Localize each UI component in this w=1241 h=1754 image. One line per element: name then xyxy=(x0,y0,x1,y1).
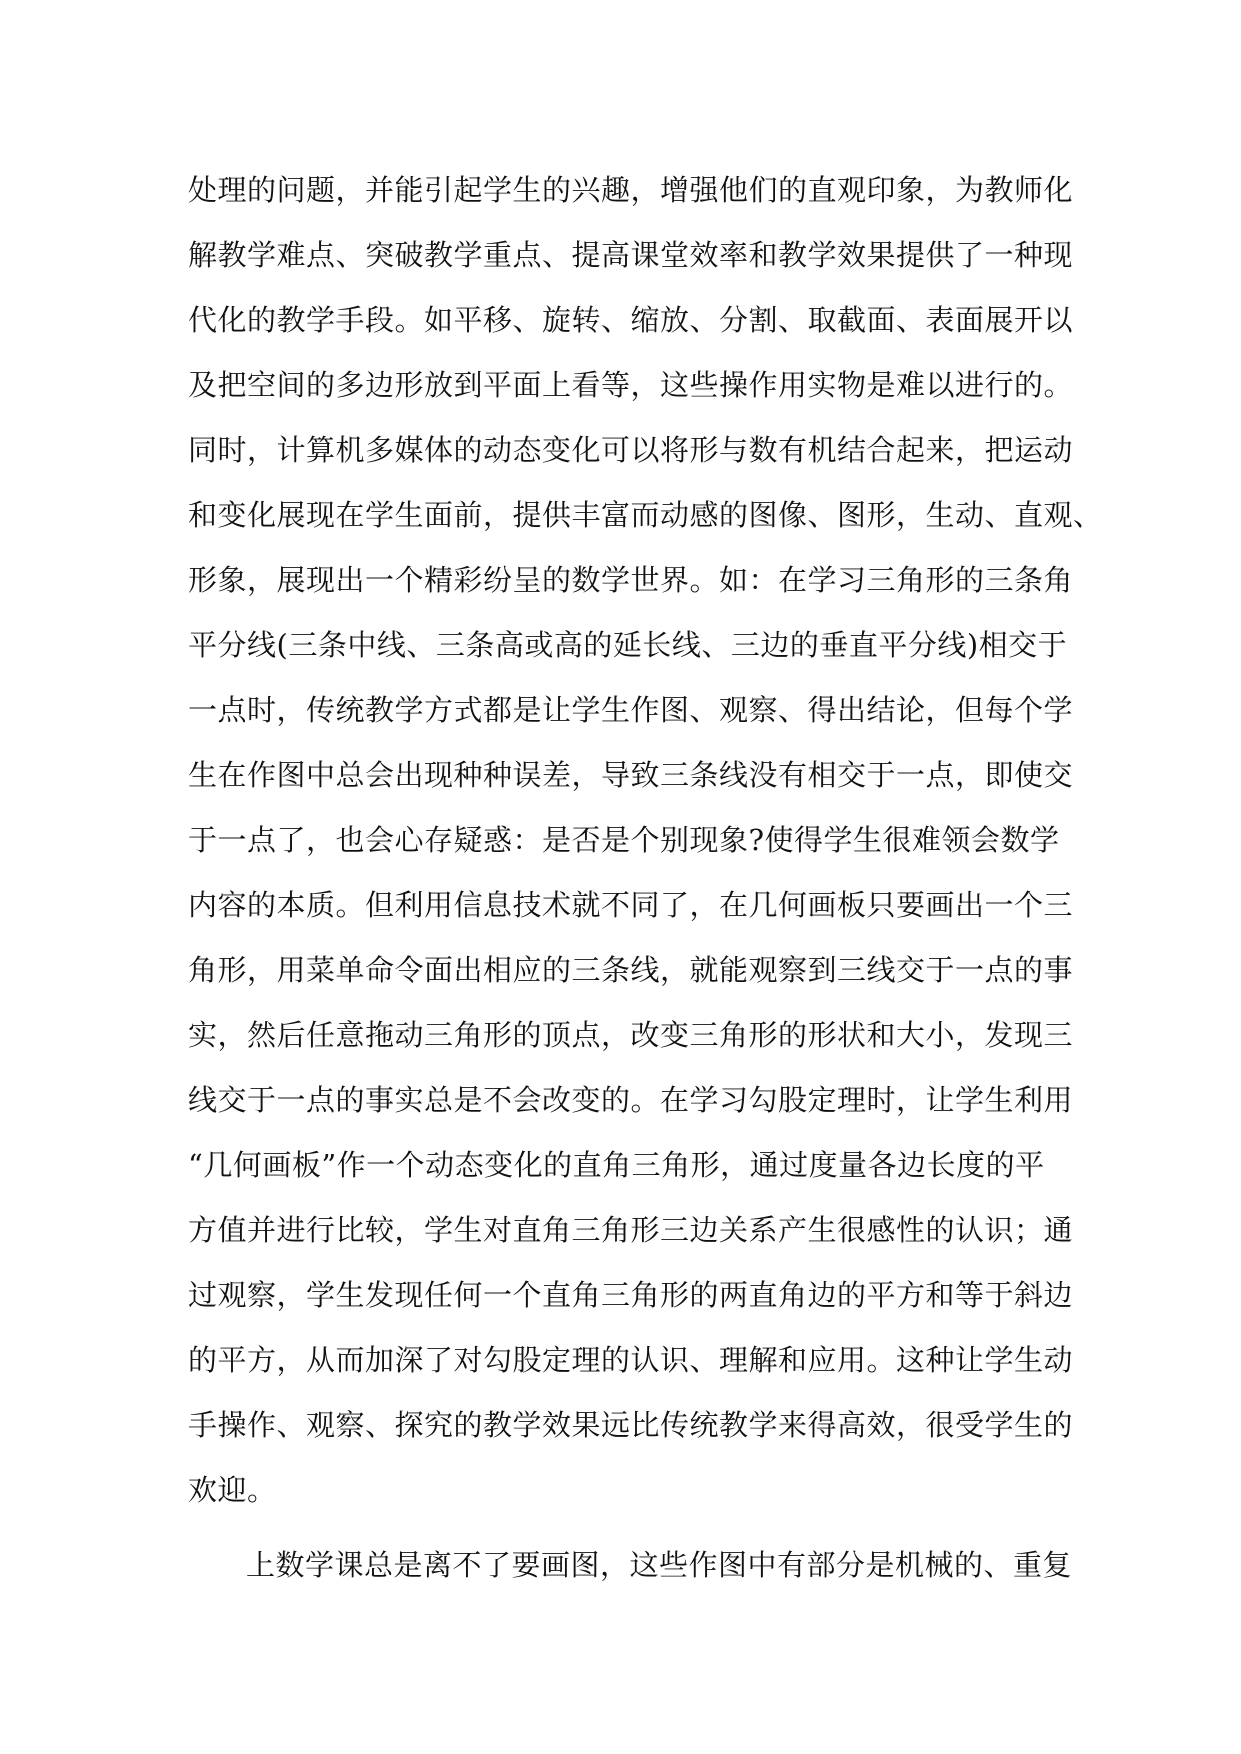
paragraph-gap xyxy=(188,1523,1068,1533)
text-line: 和变化展现在学生面前，提供丰富而动感的图像、图形，生动、直观、 xyxy=(188,498,1103,532)
text-line: 实，然后任意拖动三角形的顶点，改变三角形的形状和大小，发现三 xyxy=(188,1018,1074,1052)
text-line: 解教学难点、突破教学重点、提高课堂效率和教学效果提供了一种现 xyxy=(188,238,1074,272)
text-line: 代化的教学手段。如平移、旋转、缩放、分割、取截面、表面展开以 xyxy=(188,303,1074,337)
text-line: 同时，计算机多媒体的动态变化可以将形与数有机结合起来，把运动 xyxy=(188,433,1074,467)
text-line: 过观察，学生发现任何一个直角三角形的两直角边的平方和等于斜边 xyxy=(188,1278,1074,1312)
text-line: “几何画板”作一个动态变化的直角三角形，通过度量各边长度的平 xyxy=(188,1148,1045,1182)
text-line: 上数学课总是离不了要画图，这些作图中有部分是机械的、重复 xyxy=(246,1548,1073,1582)
text-line: 欢迎。 xyxy=(188,1473,277,1507)
text-line: 于一点了，也会心存疑惑：是否是个别现象?使得学生很难领会数学 xyxy=(188,823,1060,857)
text-line: 的平方，从而加深了对勾股定理的认识、理解和应用。这种让学生动 xyxy=(188,1343,1074,1377)
text-line: 角形，用菜单命令面出相应的三条线，就能观察到三线交于一点的事 xyxy=(188,953,1074,987)
text-line: 一点时，传统教学方式都是让学生作图、观察、得出结论，但每个学 xyxy=(188,693,1074,727)
text-line: 方值并进行比较，学生对直角三角形三边关系产生很感性的认识；通 xyxy=(188,1213,1074,1247)
document-body xyxy=(188,158,1103,1598)
text-line: 生在作图中总会出现种种误差，导致三条线没有相交于一点，即使交 xyxy=(188,758,1074,792)
text-line: 内容的本质。但利用信息技术就不同了，在几何画板只要画出一个三 xyxy=(188,888,1074,922)
text-line: 及把空间的多边形放到平面上看等，这些操作用实物是难以进行的。 xyxy=(188,368,1074,402)
text-line: 平分线(三条中线、三条高或高的延长线、三边的垂直平分线)相交于 xyxy=(188,628,1068,662)
text-line: 手操作、观察、探究的教学效果远比传统教学来得高效，很受学生的 xyxy=(188,1408,1074,1442)
text-line: 形象，展现出一个精彩纷呈的数学世界。如：在学习三角形的三条角 xyxy=(188,563,1074,597)
text-line: 线交于一点的事实总是不会改变的。在学习勾股定理时，让学生利用 xyxy=(188,1083,1074,1117)
text-line: 处理的问题，并能引起学生的兴趣，增强他们的直观印象，为教师化 xyxy=(188,173,1074,207)
